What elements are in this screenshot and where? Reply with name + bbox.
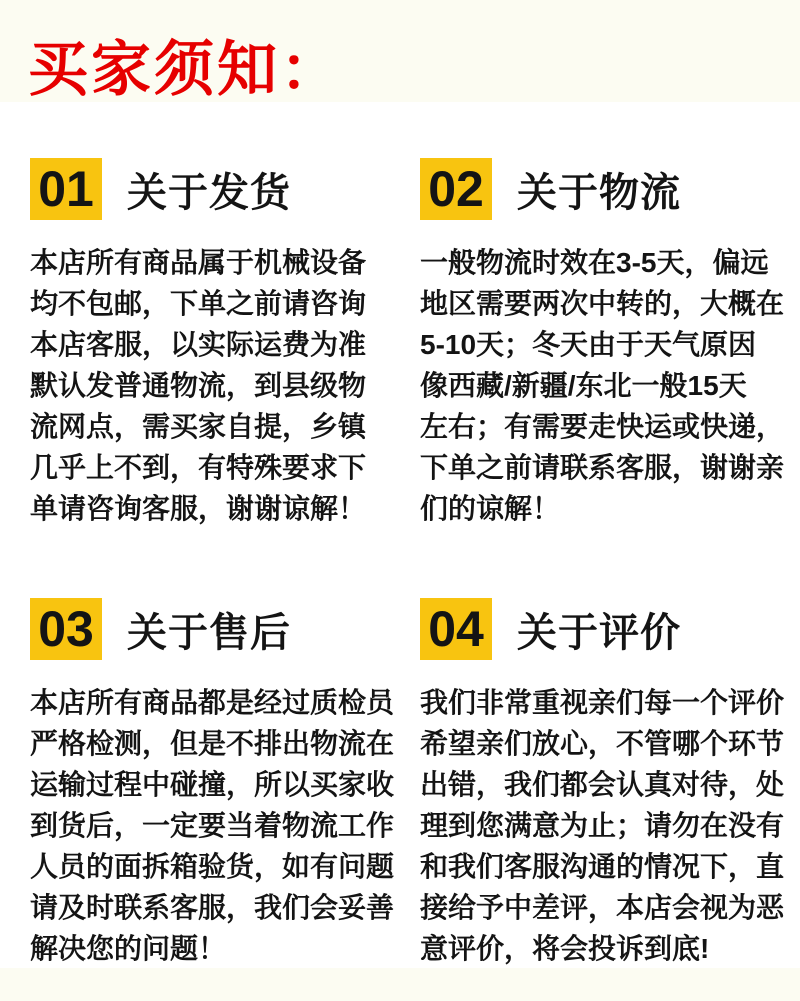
section-reviews: [420, 598, 795, 969]
body-line: 均不包邮，下单之前请咨询: [30, 288, 367, 319]
body-line: 解决您的问题！: [30, 933, 227, 964]
body-line: 严格检测，但是不排出物流在: [30, 728, 395, 759]
section-heading: 关于售后: [127, 610, 291, 655]
section-number-badge: 03: [30, 598, 102, 660]
section-aftersales-body: [30, 682, 395, 969]
body-line: 和我们客服沟通的情况下，直: [420, 851, 785, 882]
body-line: 一般物流时效在3-5天，偏远: [420, 247, 769, 278]
section-number-badge: 04: [420, 598, 492, 660]
section-shipping-body: [30, 242, 395, 529]
section-shipping-header: [30, 158, 395, 220]
section-number-badge: 02: [420, 158, 492, 220]
section-heading: 关于发货: [127, 170, 291, 215]
body-line: 运输过程中碰撞，所以买家收: [30, 769, 395, 800]
body-line: 请及时联系客服，我们会妥善: [30, 892, 395, 923]
body-line: 单请咨询客服，谢谢谅解！: [30, 493, 367, 524]
body-line: 们的谅解！: [420, 493, 561, 524]
body-line: 人员的面拆箱验货，如有问题: [30, 851, 395, 882]
section-aftersales: [30, 598, 395, 969]
section-heading: 关于评价: [517, 610, 681, 655]
section-logistics-body: [420, 242, 795, 529]
section-shipping: [30, 158, 395, 529]
body-line: 默认发普通物流，到县级物: [30, 370, 367, 401]
section-reviews-body: [420, 682, 795, 969]
body-line: 本店所有商品都是经过质检员: [30, 687, 395, 718]
body-line: 本店所有商品属于机械设备: [30, 247, 367, 278]
body-line: 我们非常重视亲们每一个评价: [420, 687, 785, 718]
body-line: 下单之前请联系客服，谢谢亲: [420, 452, 785, 483]
section-reviews-header: [420, 598, 795, 660]
section-number-badge: 01: [30, 158, 102, 220]
body-line: 希望亲们放心，不管哪个环节: [420, 728, 785, 759]
body-line: 像西藏/新疆/东北一般15天: [420, 370, 747, 401]
body-line: 出错，我们都会认真对待，处: [420, 769, 785, 800]
section-heading: 关于物流: [517, 170, 681, 215]
body-line: 到货后，一定要当着物流工作: [30, 810, 395, 841]
body-line: 本店客服，以实际运费为准: [30, 329, 367, 360]
body-line: 左右；有需要走快运或快递，: [420, 411, 785, 442]
section-logistics: [420, 158, 795, 529]
page-title: 买家须知：: [28, 36, 343, 103]
body-line: 意评价，将会投诉到底!: [420, 933, 710, 964]
body-line: 地区需要两次中转的，大概在: [420, 288, 785, 319]
body-line: 几乎上不到，有特殊要求下: [30, 452, 367, 483]
section-aftersales-header: [30, 598, 395, 660]
bottom-background-band: [0, 968, 800, 1001]
body-line: 接给予中差评，本店会视为恶: [420, 892, 785, 923]
body-line: 5-10天；冬天由于天气原因: [420, 329, 757, 360]
body-line: 理到您满意为止；请勿在没有: [420, 810, 785, 841]
section-logistics-header: [420, 158, 795, 220]
body-line: 流网点，需买家自提，乡镇: [30, 411, 367, 442]
